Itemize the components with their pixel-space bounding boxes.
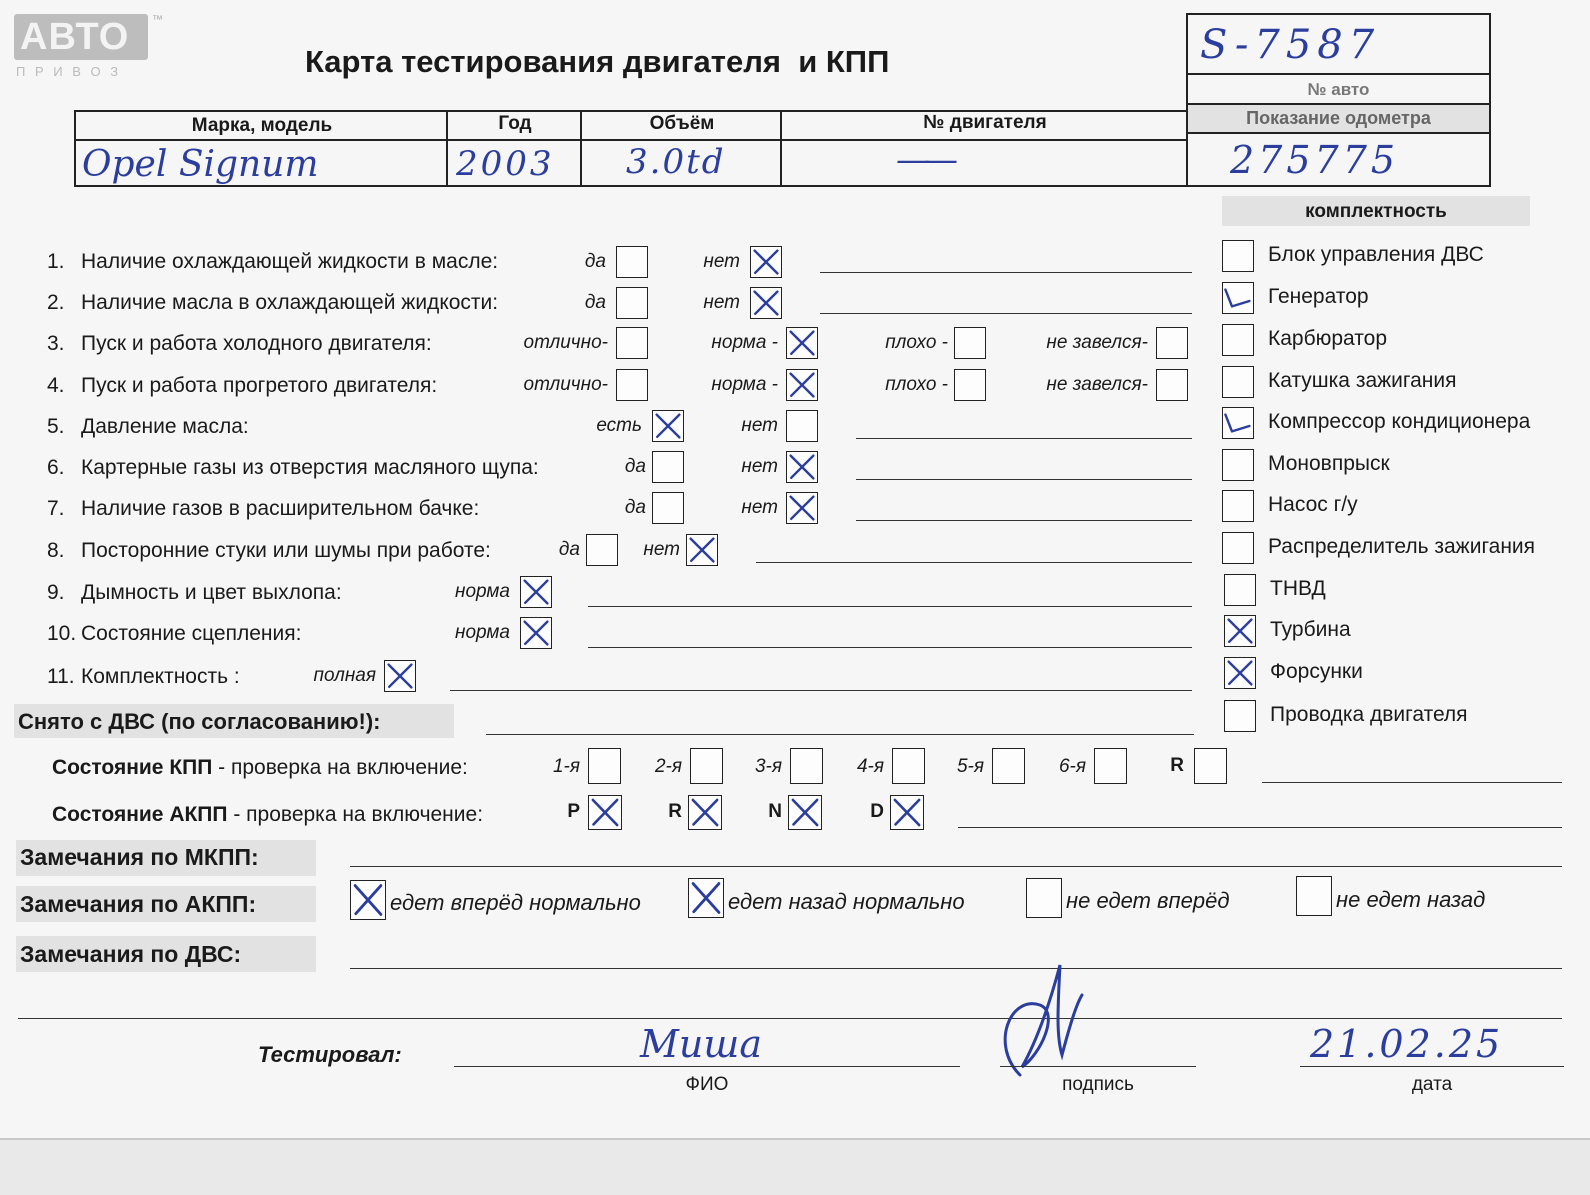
completeness-item-label: Турбина (1270, 618, 1351, 641)
remark-line (820, 313, 1192, 314)
checkbox[interactable] (1222, 282, 1254, 314)
checkbox[interactable] (520, 617, 552, 649)
check-mark (787, 370, 817, 400)
option-label: норма - (711, 374, 778, 395)
checkbox[interactable] (688, 795, 722, 830)
check-mark (521, 618, 551, 648)
gear-label: 4-я (856, 756, 884, 777)
checkbox[interactable] (750, 246, 782, 278)
checkbox[interactable] (1026, 878, 1062, 918)
mode-label: D (870, 801, 884, 822)
completeness-item-label: Проводка двигателя (1270, 703, 1468, 726)
check-label: 11. Комплектность : (47, 665, 240, 688)
checkbox[interactable] (1222, 366, 1254, 398)
tested-label: Тестировал: (258, 1042, 402, 1067)
checkbox[interactable] (892, 748, 925, 784)
checkbox[interactable] (686, 534, 718, 566)
check-mark (687, 535, 717, 565)
removed-line (486, 734, 1194, 735)
check-label: 4. Пуск и работа прогретого двигателя: (47, 374, 438, 397)
checkbox[interactable] (750, 287, 782, 319)
completeness-item-label: Блок управления ДВС (1268, 243, 1484, 266)
option-label: не завелся- (1046, 374, 1148, 395)
option-label: нет (643, 539, 680, 560)
gear-label: 2-я (654, 756, 682, 777)
checkbox[interactable] (1296, 876, 1332, 916)
completeness-item-label: Форсунки (1270, 660, 1363, 683)
option-label: норма (455, 622, 510, 643)
remark-line (1262, 782, 1562, 783)
option-label: не завелся- (1046, 332, 1148, 353)
option-label: да (584, 292, 606, 313)
make-value: Opel Signum (82, 144, 319, 185)
check-label: 8. Посторонние стуки или шумы при работе: (47, 539, 491, 562)
mode-label: N (768, 801, 782, 822)
checkbox[interactable] (786, 451, 818, 483)
page-title: Карта тестирования двигателя и КПП (305, 44, 890, 79)
checkbox[interactable] (1222, 240, 1254, 272)
logo-text: АВТО (20, 16, 130, 58)
check-mark (589, 796, 621, 829)
check-row (0, 287, 1190, 323)
checkbox[interactable] (1224, 700, 1256, 732)
akpp-remark-option: не едет вперёд (1066, 888, 1230, 913)
logo-box (14, 14, 148, 60)
check-mark (891, 796, 923, 829)
option-label: норма (455, 581, 510, 602)
remark-line (856, 520, 1192, 521)
akpp-remark-option: едет назад нормально (728, 889, 965, 914)
vehicle-table (74, 110, 1186, 187)
checkbox[interactable] (786, 369, 818, 401)
check-mark (1225, 616, 1255, 646)
akpp-row (0, 795, 1590, 835)
remark-line (856, 479, 1192, 480)
checkbox[interactable] (384, 660, 416, 692)
checkbox[interactable] (616, 287, 648, 319)
completeness-item-label: Насос г/у (1268, 493, 1358, 516)
check-mark (653, 411, 683, 441)
checkbox[interactable] (890, 795, 924, 830)
option-label: есть (596, 415, 642, 436)
check-row (0, 492, 1190, 528)
checkbox[interactable] (688, 878, 724, 918)
checkbox[interactable] (652, 492, 684, 524)
check-row (0, 410, 1190, 446)
checkbox[interactable] (588, 795, 622, 830)
check-label: 9. Дымность и цвет выхлопа: (47, 581, 342, 604)
check-label: 10. Состояние сцепления: (47, 622, 302, 645)
mode-label: P (567, 801, 580, 822)
option-label: полная (313, 665, 376, 686)
checkbox[interactable] (1224, 574, 1256, 606)
checkbox[interactable] (1222, 407, 1254, 439)
mode-label: R (668, 801, 682, 822)
checkbox[interactable] (1194, 748, 1227, 784)
check-row (0, 576, 1190, 612)
gear-label: 1-я (552, 756, 580, 777)
check-row (0, 451, 1190, 487)
checkbox[interactable] (1222, 449, 1254, 481)
option-label: нет (741, 456, 778, 477)
remark-line (756, 562, 1192, 563)
remark-line (588, 606, 1192, 607)
akpp-remark-option: едет вперёд нормально (390, 890, 641, 915)
checkbox[interactable] (690, 748, 723, 784)
option-label: да (584, 251, 606, 272)
check-label: 6. Картерные газы из отверстия масляного щупа: (47, 456, 539, 479)
remarks-dvs-label: Замечания по ДВС: (20, 941, 242, 967)
check-mark (351, 881, 385, 919)
check-label: 5. Давление масла: (47, 415, 249, 438)
option-label: отлично- (523, 374, 608, 395)
checkbox[interactable] (616, 369, 648, 401)
option-label: отлично- (523, 332, 608, 353)
year-value: 2003 (456, 144, 555, 184)
engine-number-label: № двигателя (923, 112, 1047, 133)
checkbox[interactable] (1222, 490, 1254, 522)
fio-label: ФИО (685, 1074, 729, 1095)
gear-label: R (1170, 755, 1184, 776)
check-label: 1. Наличие охлаждающей жидкости в масле: (47, 250, 499, 273)
completeness-item-label: Генератор (1268, 285, 1369, 308)
remark-line (588, 647, 1192, 648)
option-label: плохо - (885, 332, 948, 353)
option-label: норма - (711, 332, 778, 353)
completeness-title: комплектность (1305, 201, 1447, 222)
checkbox[interactable] (1222, 324, 1254, 356)
check-mark (689, 796, 721, 829)
removed-label: Снято с ДВС (по согласованию!): (18, 709, 381, 734)
option-label: нет (703, 292, 740, 313)
gear-label: 5-я (956, 756, 984, 777)
checkbox[interactable] (786, 410, 818, 442)
option-label: плохо - (885, 374, 948, 395)
check-mark (1223, 408, 1253, 438)
option-label: да (558, 539, 580, 560)
check-row (0, 246, 1190, 282)
completeness-item-label: Карбюратор (1268, 327, 1388, 350)
check-row (0, 534, 1190, 570)
odometer-label: Показание одометра (1246, 108, 1431, 128)
check-label: 2. Наличие масла в охлаждающей жидкости: (47, 291, 499, 314)
completeness-item-label: Моновпрыск (1268, 452, 1390, 475)
remark-line (856, 438, 1192, 439)
remark-line (450, 690, 1192, 691)
remark-line (958, 827, 1562, 828)
logo (14, 14, 164, 84)
paper-edge (0, 1138, 1590, 1195)
check-mark (787, 493, 817, 523)
akpp-label: Состояние АКПП - проверка на включение: (52, 803, 484, 826)
check-row (0, 617, 1190, 653)
logo-sub: П Р И В О З (16, 64, 122, 79)
year-label: Год (498, 113, 532, 134)
volume-value: 3.0td (626, 142, 726, 182)
checkbox[interactable] (616, 327, 648, 359)
check-row (0, 369, 1190, 405)
option-label: нет (703, 251, 740, 272)
checkbox[interactable] (1156, 369, 1188, 401)
completeness-item-label: Распределитель зажигания (1268, 535, 1536, 558)
checkbox[interactable] (1156, 327, 1188, 359)
checkbox[interactable] (954, 369, 986, 401)
date-line (1300, 1066, 1564, 1067)
checkbox[interactable] (786, 327, 818, 359)
completeness-item-label: ТНВД (1270, 577, 1326, 600)
remarks-dvs-line (350, 968, 1562, 969)
checkbox[interactable] (520, 576, 552, 608)
checkbox[interactable] (790, 748, 823, 784)
remarks-akpp-label: Замечания по АКПП: (20, 891, 257, 917)
auto-number-label: № авто (1307, 80, 1370, 99)
checkbox[interactable] (652, 410, 684, 442)
check-mark (789, 796, 821, 829)
checkbox[interactable] (1222, 532, 1254, 564)
engine-number-value: —— (896, 140, 952, 180)
check-mark (689, 879, 723, 917)
checkbox[interactable] (788, 795, 822, 830)
remark-line (820, 272, 1192, 273)
option-label: нет (741, 415, 778, 436)
checkbox[interactable] (1094, 748, 1127, 784)
check-label: 3. Пуск и работа холодного двигателя: (47, 332, 432, 355)
kpp-label: Состояние КПП - проверка на включение: (52, 756, 468, 779)
checkbox[interactable] (588, 748, 621, 784)
odometer-value: 275775 (1230, 138, 1400, 182)
check-row (0, 327, 1190, 363)
remarks-mkpp-label: Замечания по МКПП: (20, 844, 259, 870)
checkbox[interactable] (1224, 657, 1256, 689)
check-row (0, 660, 1190, 696)
check-mark (1225, 658, 1255, 688)
checkbox[interactable] (586, 534, 618, 566)
volume-label: Объём (649, 113, 715, 134)
gear-label: 3-я (754, 756, 782, 777)
check-mark (385, 661, 415, 691)
checkbox[interactable] (350, 880, 386, 920)
date-label: дата (1411, 1074, 1453, 1095)
check-mark (751, 247, 781, 277)
check-label: 7. Наличие газов в расширительном бачке: (47, 497, 480, 520)
option-label: да (624, 497, 646, 518)
check-mark (751, 288, 781, 318)
make-label: Марка, модель (191, 115, 333, 136)
logo-tm: ™ (152, 14, 163, 26)
signature-label: подпись (1062, 1074, 1134, 1095)
akpp-remark-option: не едет назад (1336, 887, 1486, 912)
completeness-item-label: Компрессор кондиционера (1268, 410, 1531, 433)
auto-number-value: S-7587 (1200, 22, 1381, 68)
signature-line (1000, 1066, 1196, 1067)
option-label: да (624, 456, 646, 477)
checkbox[interactable] (616, 246, 648, 278)
remarks-dvs-line-2 (18, 1018, 1562, 1019)
check-mark (787, 452, 817, 482)
gear-label: 6-я (1058, 756, 1086, 777)
checkbox[interactable] (992, 748, 1025, 784)
checkbox[interactable] (1224, 615, 1256, 647)
check-mark (1223, 283, 1253, 313)
date-value: 21.02.25 (1310, 1022, 1504, 1066)
fio-value: Миша (640, 1022, 763, 1066)
checkbox[interactable] (954, 327, 986, 359)
check-mark (787, 328, 817, 358)
remarks-mkpp-line (350, 866, 1562, 867)
option-label: нет (741, 497, 778, 518)
checkbox[interactable] (786, 492, 818, 524)
completeness-item-label: Катушка зажигания (1268, 369, 1457, 392)
kpp-row (0, 748, 1590, 788)
check-mark (521, 577, 551, 607)
fio-line (454, 1066, 960, 1067)
checkbox[interactable] (652, 451, 684, 483)
